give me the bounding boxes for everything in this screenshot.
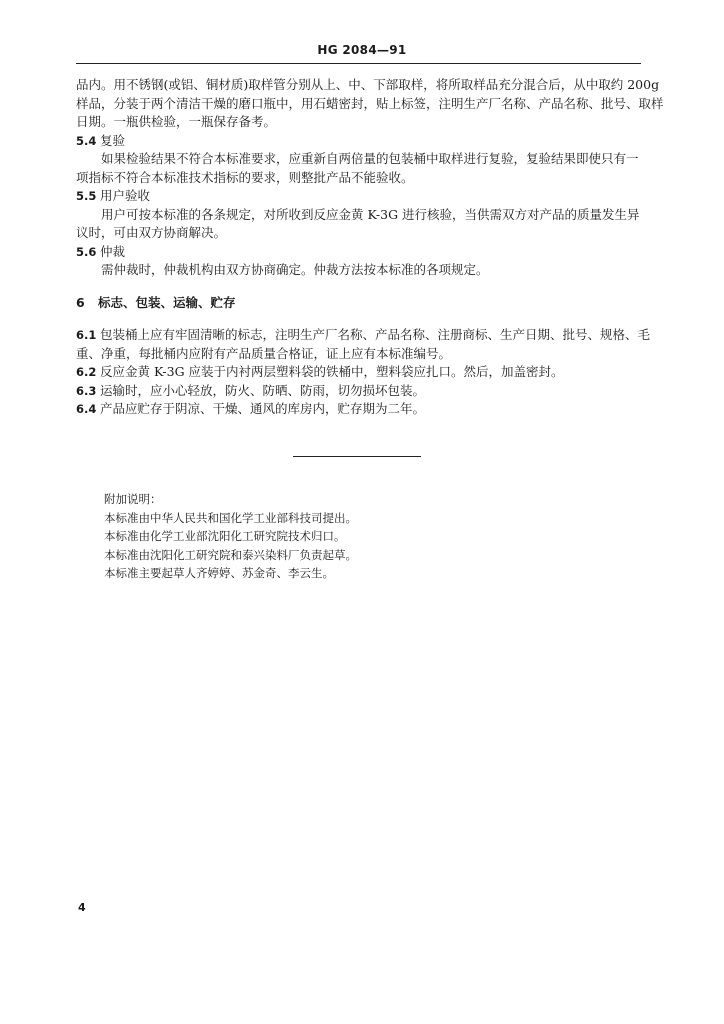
clause-5-5-line-1: 用户可按本标准的各条规定，对所收到反应金黄 K-3G 进行核验，当供需双方对产品的质量发生异 <box>101 206 640 222</box>
clause-text: 包装桶上应有牢固清晰的标志，注明生产厂名称、产品名称、注册商标、生产日期、批号、规格、毛 <box>100 327 651 342</box>
clause-text: 产品应贮存于阴凉、干燥、通风的库房内，贮存期为二年。 <box>100 401 426 416</box>
clause-5-4-line-1: 如果检验结果不符合本标准要求，应重新自两倍量的包装桶中取样进行复验，复验结果即使只有一 <box>101 151 639 166</box>
notes-heading: 附加说明： <box>104 492 162 506</box>
page-number: 4 <box>78 901 86 914</box>
clause-6-1-line-1 <box>76 326 651 345</box>
notes-line-4: 本标准主要起草人齐婷婷、苏金奇、李云生。 <box>104 566 334 580</box>
clause-5-6-line-1: 需仲裁时，仲裁机构由双方协商确定。仲裁方法按本标准的各项规定。 <box>101 262 489 277</box>
clause-number: 5.4 <box>76 133 97 148</box>
clause-number: 6.1 <box>76 328 97 342</box>
intro-paragraph <box>76 76 664 132</box>
clause-6-1 <box>76 326 651 363</box>
clause-5-4 <box>76 132 642 188</box>
notes-line-3: 本标准由沈阳化工研究院和泰兴染料厂负责起草。 <box>104 547 357 562</box>
clause-title: 用户验收 <box>100 188 151 203</box>
section-number: 6 <box>76 294 85 310</box>
section-separator <box>293 456 421 457</box>
clause-5-6 <box>76 243 642 280</box>
standard-code-header: HG 2084—91 <box>317 43 407 57</box>
clause-5-4-line-2: 项指标不符合本标准技术指标的要求，则整批产品不能验收。 <box>76 169 414 185</box>
clause-6-2 <box>76 363 642 382</box>
clause-number: 5.6 <box>76 244 97 259</box>
clause-text: 反应金黄 K-3G 应装于内衬两层塑料袋的铁桶中，塑料袋应扎口。然后，加盖密封。 <box>100 364 564 379</box>
main-content <box>76 76 664 419</box>
notes-line-1: 本标准由中华人民共和国化学工业部科技司提出。 <box>104 510 357 525</box>
clause-5-5-heading <box>76 187 642 206</box>
clause-5-5 <box>76 187 642 243</box>
clause-6-4 <box>76 400 642 419</box>
clause-title: 仲裁 <box>100 243 126 259</box>
intro-line-1: 品内。用不锈钢(或铝、铜材质)取样管分别从上、中、下部取样，将所取样品充分混合后，从中取约 200g <box>76 77 660 92</box>
intro-line-3: 日期。一瓶供检验，一瓶保存备考。 <box>76 114 277 129</box>
clause-5-5-line-2: 议时，可由双方协商解决。 <box>76 225 227 240</box>
additional-notes <box>104 490 584 583</box>
section-title: 标志、包装、运输、贮存 <box>98 294 236 310</box>
clause-number: 6.2 <box>76 365 97 379</box>
notes-line-2: 本标准由化学工业部沈阳化工研究院技术归口。 <box>104 529 346 543</box>
clause-number: 5.5 <box>76 189 97 203</box>
section-6-heading <box>76 294 642 313</box>
clause-5-6-heading <box>76 243 642 262</box>
header-rule <box>76 63 641 64</box>
clause-6-3 <box>76 382 642 401</box>
clause-5-4-heading <box>76 132 642 151</box>
clause-number: 6.4 <box>76 402 97 416</box>
intro-line-2: 样品，分装于两个清洁干燥的磨口瓶中，用石蜡密封，贴上标签，注明生产厂名称、产品名称、批号、取样 <box>76 95 664 111</box>
clause-title: 复验 <box>100 132 126 148</box>
clause-6-1-line-2: 重、净重，每批桶内应附有产品质量合格证，证上应有本标准编号。 <box>76 345 452 361</box>
clause-text: 运输时，应小心轻放，防火、防晒、防雨，切勿损坏包装。 <box>100 382 426 398</box>
clause-number: 6.3 <box>76 383 97 398</box>
